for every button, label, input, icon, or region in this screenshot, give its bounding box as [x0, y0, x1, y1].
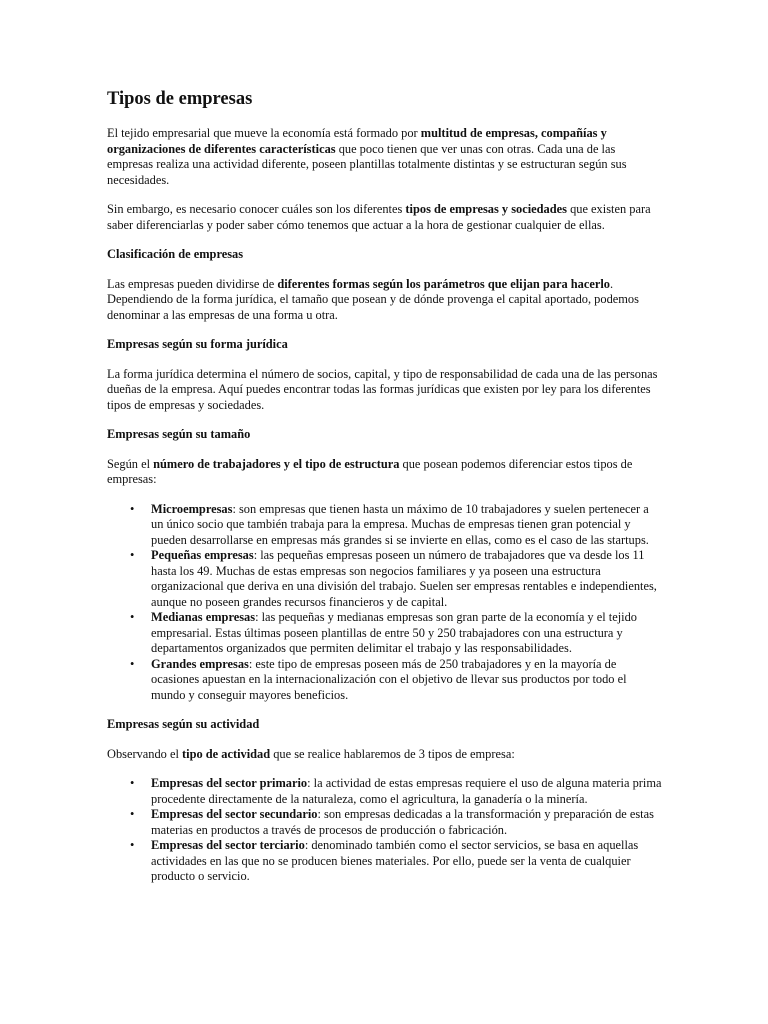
- actividad-list: [107, 776, 664, 885]
- intro-paragraph: [107, 126, 664, 188]
- actividad-text-1: Observando el: [107, 746, 183, 761]
- list-item-text: : son empresas que tienen hasta un máximo de 10 trabajadores y suelen pertenecer a un único socio que también trabaja para la empresa. Muchas de empresas tienen gran potencial y pueden desarrollarse en empresas más grandes si se invierte en ellas, como es el caso de las startups.: [151, 501, 649, 547]
- list-item-term: Empresas del sector primario: [151, 776, 308, 790]
- list-item-text: : la actividad de estas empresas requiere el uso de alguna materia prima procedente directamente de la naturaleza, como el agricultura, la ganadería o la minería.: [151, 776, 662, 806]
- page-title: Tipos de empresas: [107, 89, 253, 109]
- list-item: [130, 807, 664, 838]
- tamano-list: [107, 502, 664, 704]
- clasificacion-heading: Clasificación de empresas: [107, 247, 244, 261]
- bullet-icon: •: [130, 610, 135, 624]
- list-item-term: Medianas empresas: [151, 610, 256, 624]
- list-item: [130, 656, 664, 704]
- actividad-bold-1: tipo de actividad: [182, 746, 271, 761]
- intro2-text-2: que existen para saber diferenciarlas y poder saber cómo tenemos que actuar a la hora de gestionar cualquier de ellas.: [107, 202, 651, 232]
- clasificacion-text-2: . Dependiendo de la forma jurídica, el tamaño que posean y de dónde provenga el capital aportado, podemos denominar a las empresas de una forma u otra.: [107, 276, 639, 322]
- forma-juridica-heading: Empresas según su forma jurídica: [107, 337, 288, 351]
- list-item-term: Grandes empresas: [151, 656, 249, 671]
- list-item-term: Empresas del sector terciario: [151, 838, 305, 852]
- list-item: [130, 548, 664, 610]
- tamano-heading: Empresas según su tamaño: [107, 427, 251, 441]
- bullet-icon: •: [130, 656, 135, 671]
- bullet-icon: •: [130, 776, 135, 790]
- forma-juridica-paragraph: La forma jurídica determina el número de socios, capital, y tipo de responsabilidad de cada una de las personas dueñas de la empresa. Aquí puedes encontrar todas las formas jurídicas que existen por ley para los diferentes tipos de empresas y sociedades.: [107, 366, 658, 412]
- intro2-paragraph: [107, 202, 664, 233]
- list-item-text: : denominado también como el sector servicios, se basa en aquellas actividades en las que no se producen bienes materiales. Por ello, puede ser la venta de cualquier producto o servicio.: [151, 838, 639, 883]
- intro-text-2: que poco tienen que ver unas con otras. Cada una de las empresas realiza una actividad diferente, poseen plantillas totalmente distintas y se estructuran según sus necesidades.: [107, 141, 627, 187]
- clasificacion-text-1: Las empresas pueden dividirse de: [107, 276, 278, 291]
- list-item: [130, 610, 664, 657]
- actividad-paragraph: [107, 747, 664, 763]
- intro2-text-1: Sin embargo, es necesario conocer cuáles son los diferentes: [107, 202, 406, 216]
- list-item-text: : este tipo de empresas poseen más de 250 trabajadores y en la mayoría de ocasiones apuestan en la internacionalización con el objetivo de llevar sus productos por todo el mundo y conseguir mayores beneficios.: [151, 656, 627, 702]
- clasificacion-bold-1: diferentes formas según los parámetros que elijan para hacerlo: [277, 276, 611, 291]
- tamano-bold-1: número de trabajadores y el tipo de estructura: [153, 456, 400, 471]
- intro2-bold-1: tipos de empresas y sociedades: [405, 202, 567, 216]
- list-item-text: : las pequeñas y medianas empresas son gran parte de la economía y el tejido empresarial. Estas últimas poseen plantillas de entre 50 y 250 trabajadores con una estructura y departamentos organizados que permiten delimitar el trabajo y las responsabilidades.: [151, 610, 637, 655]
- list-item-term: Empresas del sector secundario: [151, 807, 318, 821]
- intro-text-1: El tejido empresarial que mueve la economía está formado por: [107, 126, 421, 140]
- bullet-icon: •: [130, 838, 135, 852]
- list-item-text: : las pequeñas empresas poseen un número de trabajadores que va desde los 11 hasta los 49. Muchas de estas empresas son negocios familiares y ya poseen una estructura organizacional que deriva en una división del trabajo. Suelen ser empresas rentables e independientes, aunque no poseen grandes recursos financieros y de capital.: [151, 548, 657, 609]
- actividad-text-2: que se realice hablaremos de 3 tipos de empresa:: [270, 746, 515, 761]
- tamano-paragraph: [107, 457, 664, 488]
- actividad-heading: Empresas según su actividad: [107, 717, 260, 731]
- tamano-text-1: Según el: [107, 456, 154, 471]
- list-item: [130, 776, 664, 807]
- list-item: [130, 501, 664, 549]
- tamano-text-2: que posean podemos diferenciar estos tipos de empresas:: [107, 456, 633, 486]
- bullet-icon: •: [130, 501, 135, 516]
- list-item-term: Microempresas: [151, 501, 233, 516]
- clasificacion-paragraph: [107, 277, 664, 324]
- list-item-text: : son empresas dedicadas a la transformación y preparación de estas materias en productos a través de procesos de producción o fabricación.: [151, 807, 654, 837]
- intro-bold-1: multitud de empresas, compañías y organizaciones de diferentes características: [107, 126, 607, 156]
- bullet-icon: •: [130, 807, 135, 821]
- list-item-term: Pequeñas empresas: [151, 548, 254, 562]
- bullet-icon: •: [130, 548, 135, 562]
- list-item: [130, 838, 664, 885]
